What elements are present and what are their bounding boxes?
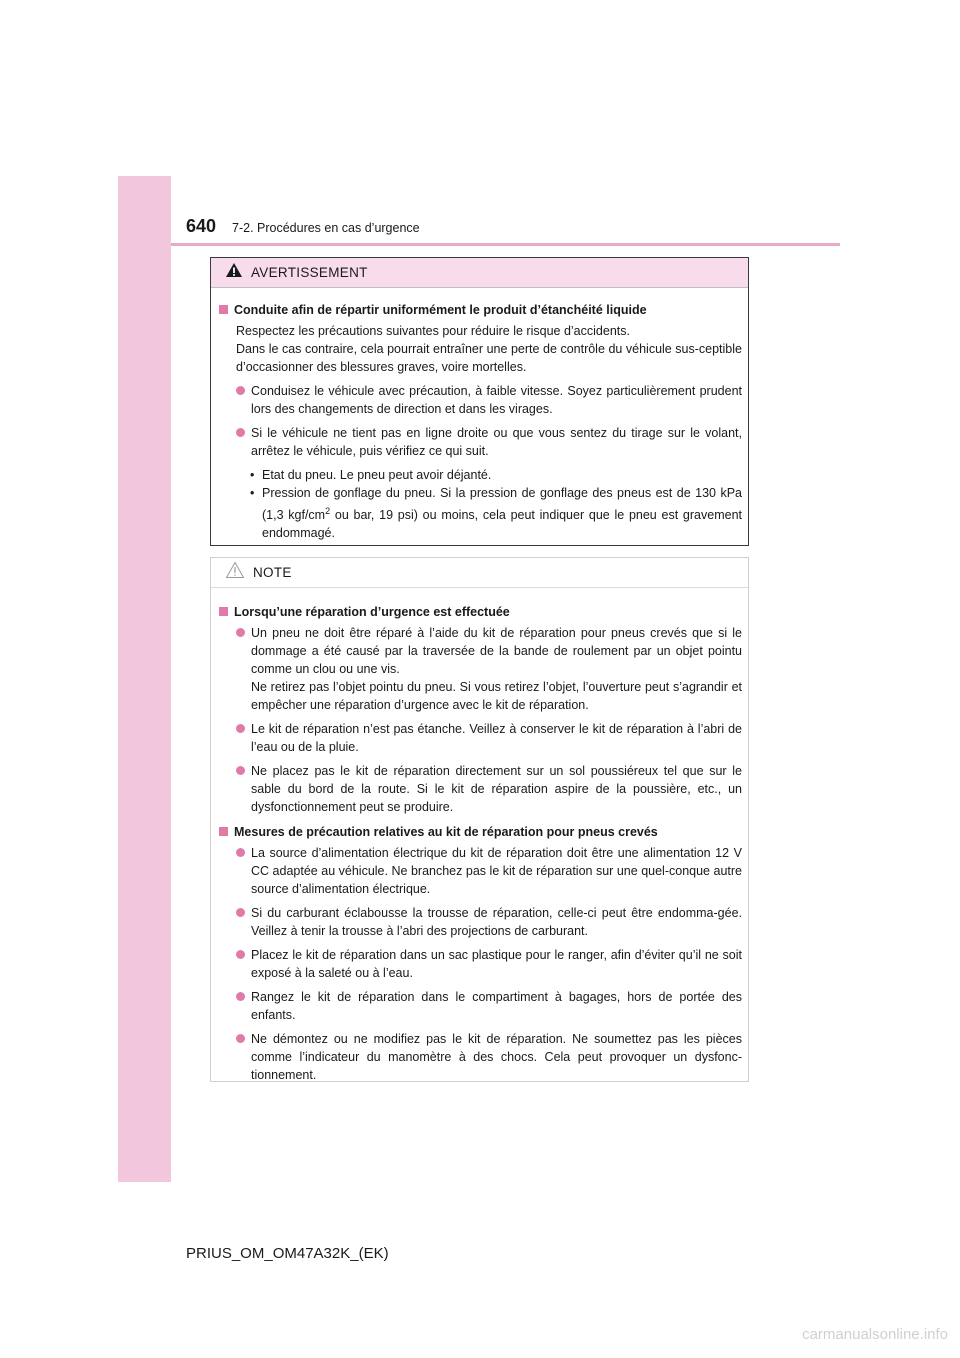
note-bullet [236, 762, 742, 816]
warning-sub-text: Etat du pneu. Le pneu peut avoir déjanté. [262, 468, 492, 482]
caution-triangle-icon [225, 561, 245, 584]
round-bullet-icon [236, 992, 245, 1001]
warning-title: AVERTISSEMENT [251, 265, 368, 280]
warning-box [210, 257, 749, 546]
square-bullet-icon [219, 827, 228, 836]
note-bullet-text: Si du carburant éclabousse la trousse de réparation, celle-ci peut être endomma-gée. Veillez à tenir la trousse à l’abri des projections de carburant. [251, 906, 742, 938]
note-bullet [236, 1030, 742, 1084]
round-bullet-icon [236, 386, 245, 395]
note-bullet [236, 844, 742, 898]
sub-bullet-marker: • [250, 486, 255, 500]
note-bullet-text: Ne placez pas le kit de réparation directement sur un sol poussiéreux tel que sur le sable du bord de la route. Si le kit de réparation aspire de la poussière, etc., un dysfonctionnement peut se produire. [251, 764, 742, 814]
note-bullet [236, 720, 742, 756]
round-bullet-icon [236, 1034, 245, 1043]
note-bullet-text: Placez le kit de réparation dans un sac plastique pour le ranger, afin d’éviter qu’il ne soit exposé à la saleté ou à l’eau. [251, 948, 742, 980]
sub-text-part: Pression de gonflage du pneu. Si la pression de gonflage des pneus est de 130 kPa (1,3 kgf/cm [262, 486, 742, 523]
square-bullet-icon [219, 305, 228, 314]
note-bullet-line: Un pneu ne doit être réparé à l’aide du kit de réparation pour pneus crevés que si le dommage a été causé par la traversée de la bande de roulement par un objet pointu comme un clou ou une vis. [251, 626, 742, 676]
note-heading-text: Lorsqu’une réparation d’urgence est effectuée [234, 605, 510, 619]
round-bullet-icon [236, 766, 245, 775]
note-bullet [236, 988, 742, 1024]
warning-paragraph: Respectez les précautions suivantes pour réduire le risque d’accidents. [236, 324, 630, 338]
note-bullet-text: Ne démontez ou ne modifiez pas le kit de réparation. Ne soumettez pas les pièces comme l’indicateur du manomètre à des chocs. Cela peut provoquer un dysfonc-tionnement. [251, 1032, 742, 1082]
note-bullet [236, 904, 742, 940]
note-heading [219, 823, 742, 841]
warning-sub-item [250, 466, 742, 484]
warning-sub-item [250, 484, 742, 542]
note-bullet-text: Rangez le kit de réparation dans le compartiment à bagages, hors de portée des enfants. [251, 990, 742, 1022]
round-bullet-icon [236, 950, 245, 959]
warning-bullet-text: Conduisez le véhicule avec précaution, à faible vitesse. Soyez particulièrement prudent lors des changements de direction et dans les virages. [251, 384, 742, 416]
header-divider [171, 243, 840, 246]
warning-heading [219, 301, 742, 319]
section-title: 7-2. Procédures en cas d’urgence [232, 221, 420, 235]
round-bullet-icon [236, 428, 245, 437]
warning-sub-text [262, 484, 742, 542]
note-bullet [236, 624, 742, 714]
note-heading-text: Mesures de précaution relatives au kit de réparation pour pneus crevés [234, 825, 658, 839]
superscript: 2 [325, 506, 331, 516]
document-code: PRIUS_OM_OM47A32K_(EK) [186, 1245, 389, 1262]
warning-triangle-icon [225, 262, 243, 283]
warning-paragraph: Dans le cas contraire, cela pourrait entraîner une perte de contrôle du véhicule sus-ceptible d’occasionner des blessures graves, voire mortelles. [236, 342, 742, 374]
warning-heading-text: Conduite afin de répartir uniformément le produit d’étanchéité liquide [234, 303, 647, 317]
round-bullet-icon [236, 908, 245, 917]
sub-bullet-marker: • [250, 468, 255, 482]
page-number: 640 [186, 216, 217, 236]
sub-text-part: ou bar, 19 psi) ou moins, cela peut indiquer que le pneu est gravement endommagé. [262, 508, 742, 541]
round-bullet-icon [236, 628, 245, 637]
warning-header [211, 258, 748, 288]
round-bullet-icon [236, 724, 245, 733]
round-bullet-icon [236, 848, 245, 857]
warning-bullet [236, 424, 742, 460]
warning-bullet [236, 382, 742, 418]
note-bullet-text: Le kit de réparation n’est pas étanche. Veillez à conserver le kit de réparation à l’abri de l’eau ou de la pluie. [251, 722, 742, 754]
note-bullet-text [251, 624, 742, 714]
note-heading [219, 603, 742, 621]
square-bullet-icon [219, 607, 228, 616]
note-bullet-line: Ne retirez pas l’objet pointu du pneu. Si vous retirez l’objet, l’ouverture peut s’agrandir et empêcher une réparation d’urgence avec le kit de réparation. [251, 680, 742, 712]
note-box [210, 557, 749, 1082]
note-bullet [236, 946, 742, 982]
warning-bullet-text: Si le véhicule ne tient pas en ligne droite ou que vous sentez du tirage sur le volant, arrêtez le véhicule, puis vérifiez ce qui suit. [251, 426, 742, 458]
note-title: NOTE [253, 565, 292, 580]
note-header [211, 558, 748, 588]
watermark-text: carmanualsonline.info [802, 1326, 948, 1343]
note-bullet-text: La source d’alimentation électrique du kit de réparation doit être une alimentation 12 V CC adaptée au véhicule. Ne branchez pas le kit de réparation sur une quel-conque autre source d’alimentation électrique. [251, 846, 742, 896]
side-tab-strip [118, 176, 171, 1182]
